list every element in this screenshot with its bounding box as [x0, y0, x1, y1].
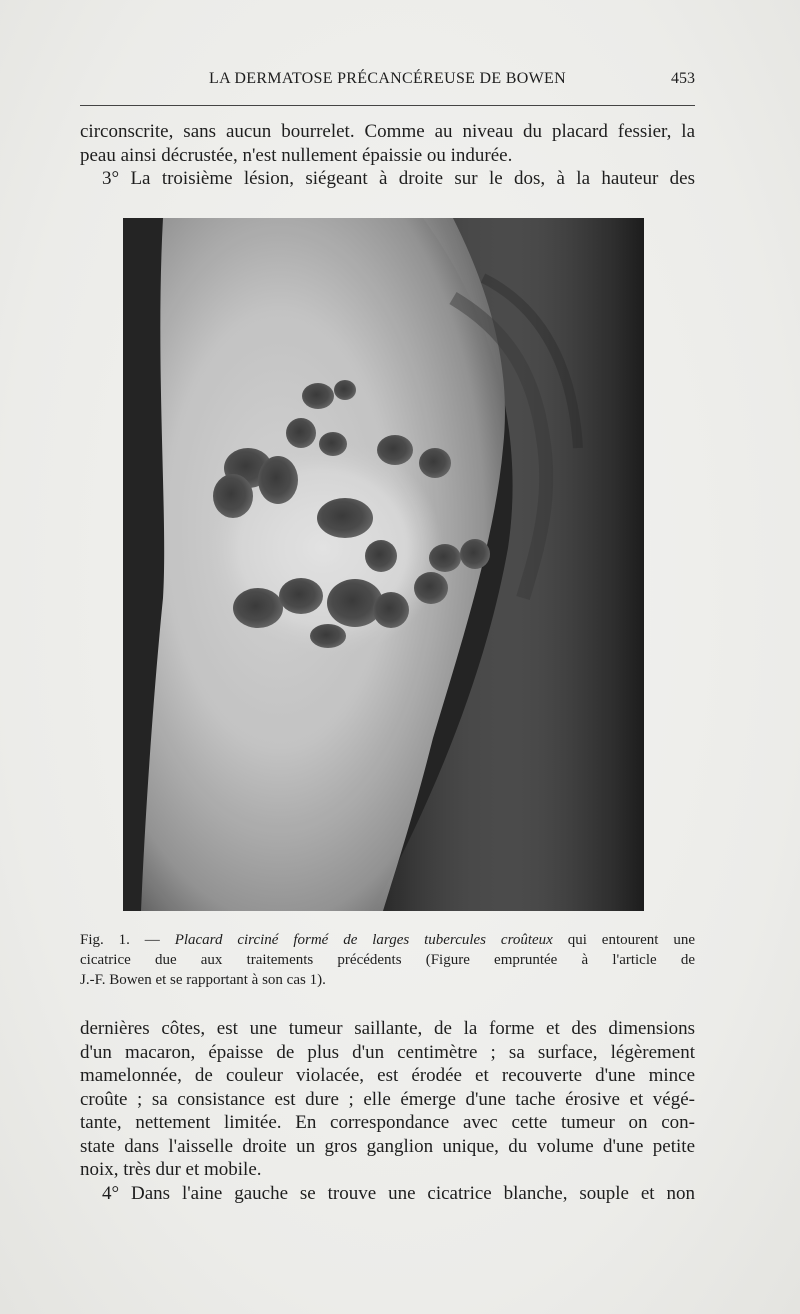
paragraph-bottom [80, 1017, 695, 1205]
text-line: croûte ; sa consistance est dure ; elle émerge d'une tache érosive et végé- [80, 1088, 695, 1110]
text-line: mamelonnée, de couleur violacée, est érodée et recouverte d'une mince [80, 1065, 695, 1086]
paragraph-top [80, 120, 695, 191]
text-line: state dans l'aisselle droite un gros ganglion unique, du volume d'une petite [80, 1135, 695, 1157]
figure-caption [80, 930, 695, 990]
text-line: d'un macaron, épaisse de plus d'un centimètre ; sa surface, légèrement [80, 1041, 695, 1063]
caption-italic: Placard circiné formé de larges tubercules croûteux [174, 932, 553, 948]
text-line: 4° Dans l'aine gauche se trouve une cicatrice blanche, souple et non [102, 1182, 695, 1204]
header-rule [80, 105, 695, 106]
text-line: 3° La troisième lésion, siégeant à droite sur le dos, à la hauteur des [102, 168, 695, 189]
text-line: peau ainsi décrustée, n'est nullement épaissie ou indurée. [80, 144, 513, 166]
text-line: tante, nettement limitée. En correspondance avec cette tumeur on con- [80, 1112, 695, 1133]
text-line: noix, très dur et mobile. [80, 1159, 262, 1180]
page-number: 453 [671, 70, 695, 87]
text-line: dernières côtes, est une tumeur saillante, de la forme et des dimensions [80, 1018, 695, 1039]
text-line: circonscrite, sans aucun bourrelet. Comme au niveau du placard fessier, la [80, 121, 695, 142]
running-title: LA DERMATOSE PRÉCANCÉREUSE DE BOWEN [209, 70, 566, 87]
running-head [80, 70, 695, 94]
caption-label: Fig. 1. — [80, 932, 160, 948]
caption-line: cicatrice due aux traitements précédents (Figure empruntée à l'article de [80, 952, 695, 968]
caption-line: J.-F. Bowen et se rapportant à son cas 1). [80, 972, 326, 988]
caption-line [80, 930, 695, 950]
photograph-drawing [123, 218, 644, 911]
clinical-photograph [123, 218, 644, 911]
caption-line1-rest: qui entourent une [567, 932, 695, 948]
